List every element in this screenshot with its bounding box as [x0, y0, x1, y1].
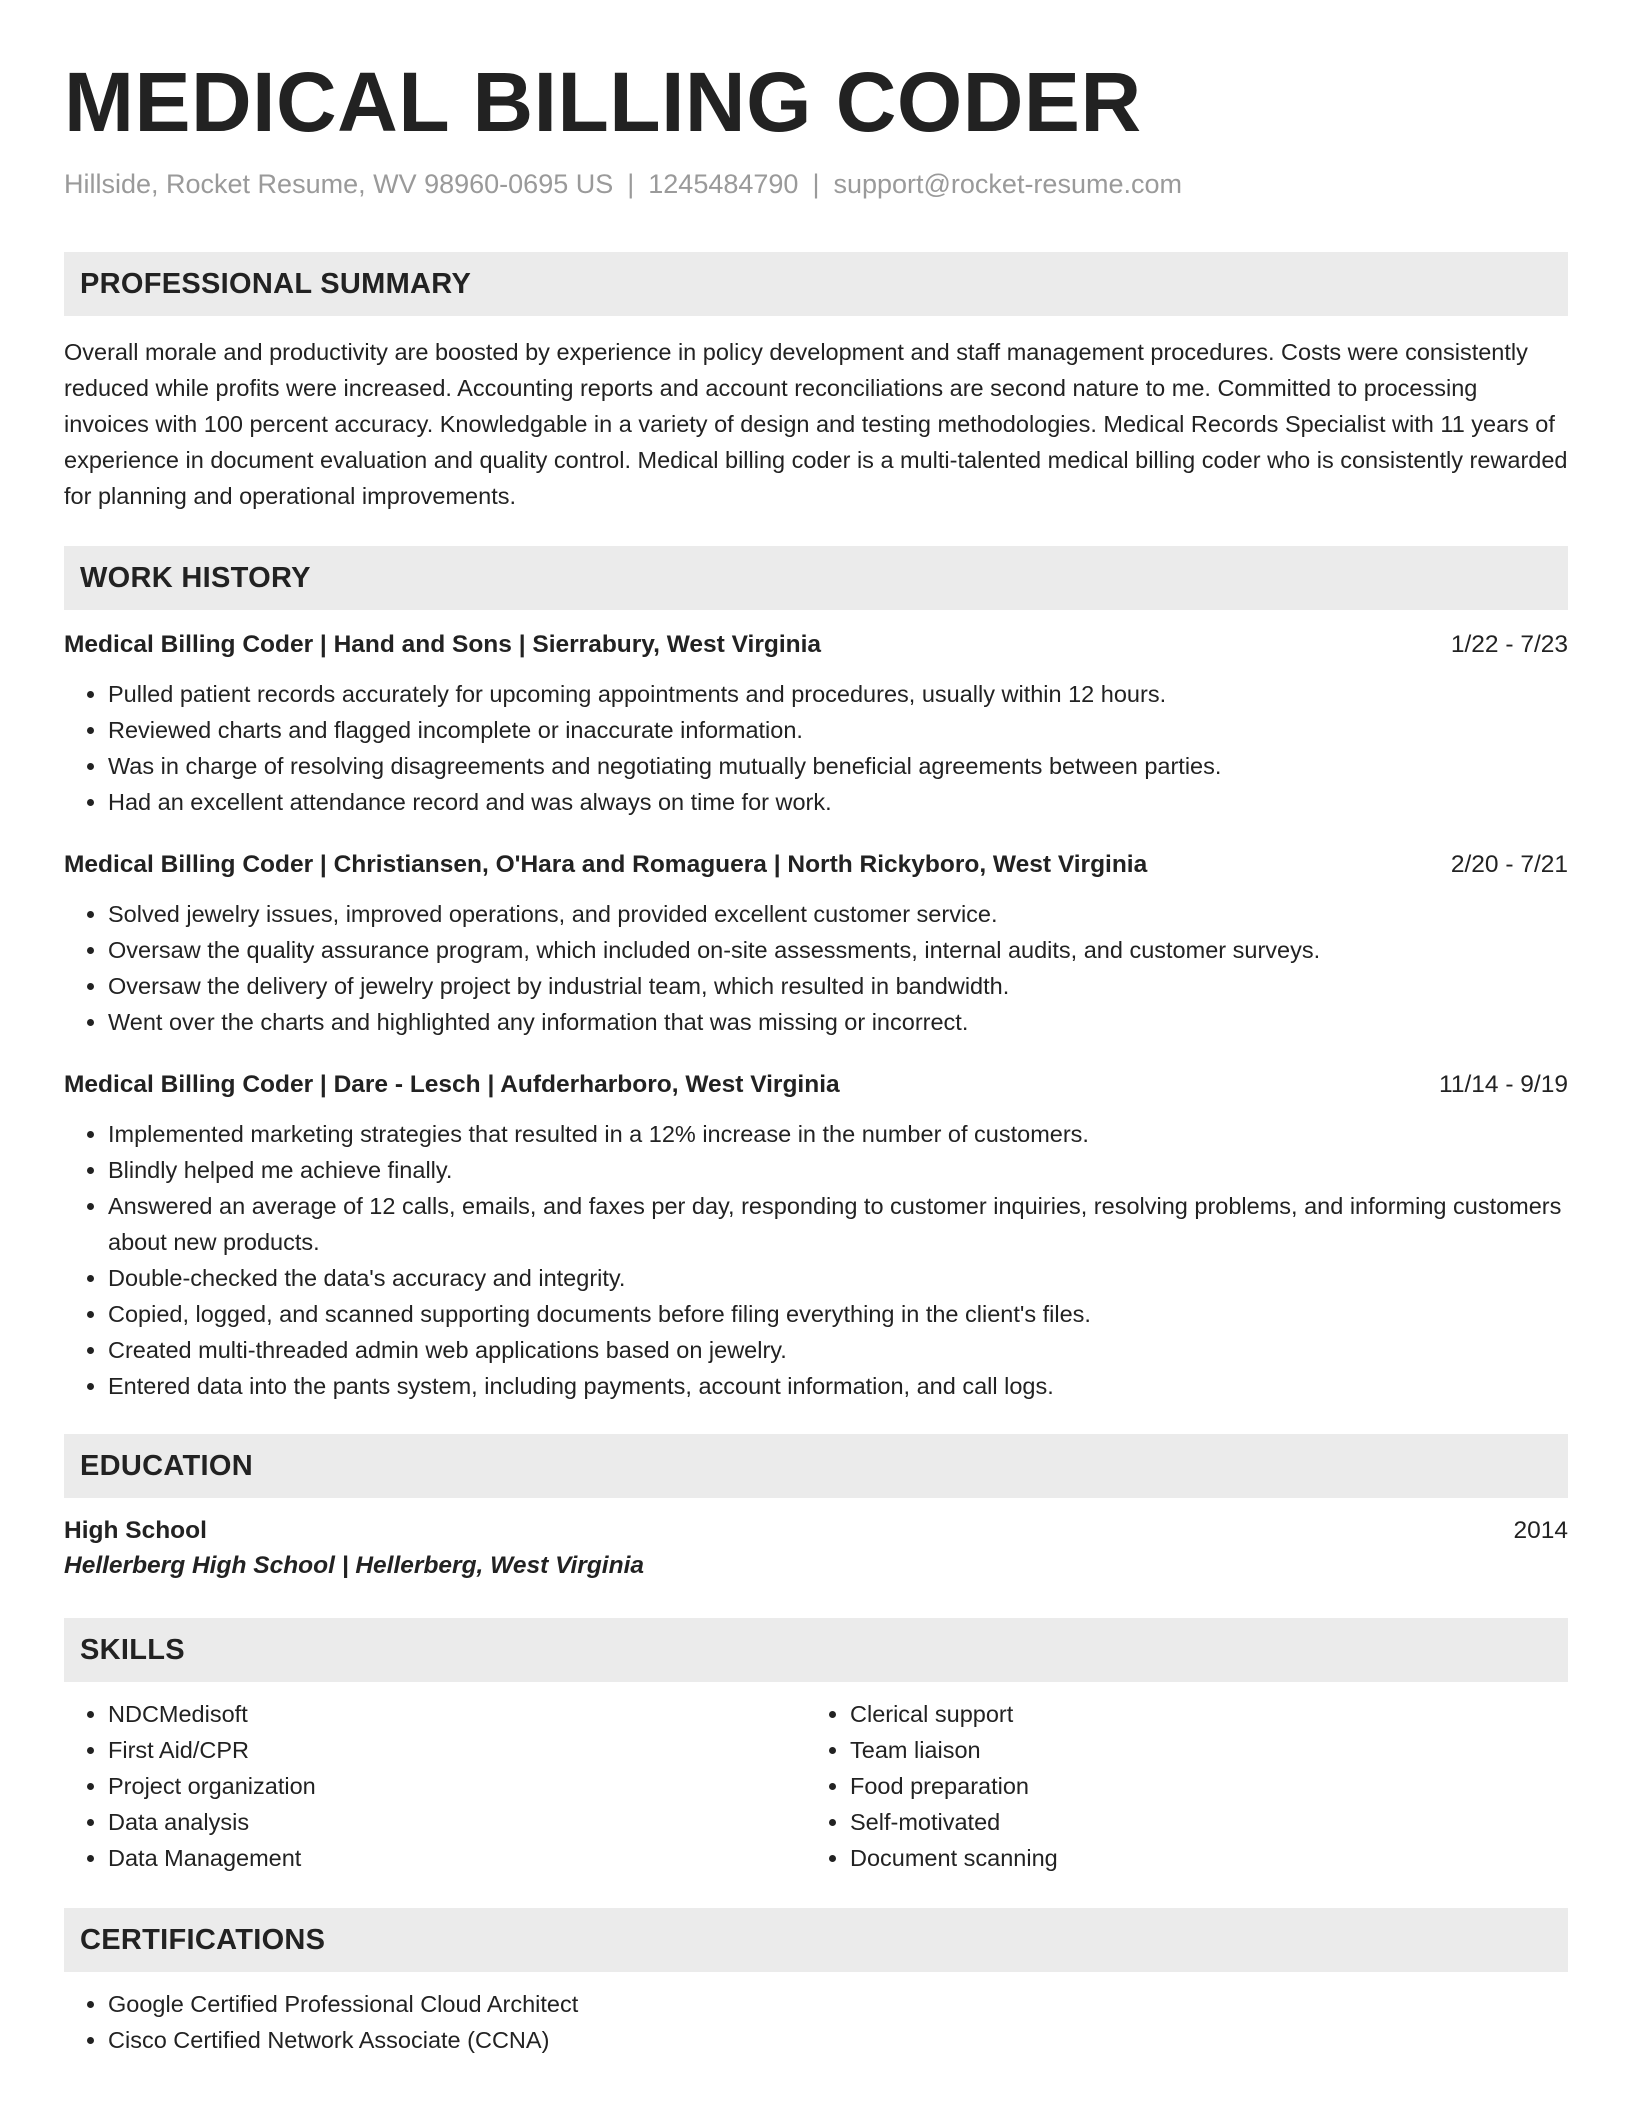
skill-item: • Data Management	[108, 1840, 806, 1876]
contact-separator: |	[627, 169, 635, 199]
contact-separator: |	[812, 169, 820, 199]
section-heading-summary: PROFESSIONAL SUMMARY	[64, 252, 1568, 316]
job-bullet: • Double-checked the data's accuracy and integrity.	[108, 1260, 1568, 1296]
section-heading-work-history: WORK HISTORY	[64, 546, 1568, 610]
job-bullet: • Created multi-threaded admin web applications based on jewelry.	[108, 1332, 1568, 1368]
section-heading-education: EDUCATION	[64, 1434, 1568, 1498]
summary-text: Overall morale and productivity are boosted by experience in policy development and staff management procedures. Costs were consistently reduced while profits were increased. Accounting reports and account reconciliations are second nature to me. Committed to processing invoices with 100 percent accuracy. Knowledgable in a variety of design and testing methodologies. Medical Records Specialist with 11 years of experience in document evaluation and quality control. Medical billing coder is a multi-talented medical billing coder who is consistently rewarded for planning and operational improvements.	[64, 339, 1568, 509]
job-bullet: • Pulled patient records accurately for upcoming appointments and procedures, usually within 12 hours.	[108, 676, 1568, 712]
skill-item: • First Aid/CPR	[108, 1732, 806, 1768]
job-bullet: • Had an excellent attendance record and was always on time for work.	[108, 784, 1568, 820]
certification-item: • Cisco Certified Network Associate (CCNA)	[108, 2022, 1568, 2058]
job-bullet: • Copied, logged, and scanned supporting documents before filing everything in the client's files.	[108, 1296, 1568, 1332]
job-title: Medical Billing Coder | Dare - Lesch | Aufderharboro, West Virginia	[64, 1071, 840, 1098]
job-bullet: • Went over the charts and highlighted any information that was missing or incorrect.	[108, 1004, 1568, 1040]
skill-item: • Project organization	[108, 1768, 806, 1804]
skills-grid	[64, 1696, 1568, 1876]
job-header	[64, 848, 1568, 882]
job-header	[64, 1068, 1568, 1102]
job-header	[64, 628, 1568, 662]
candidate-name: MEDICAL BILLING CODER	[64, 55, 1142, 149]
job-entry	[64, 1068, 1568, 1404]
section-heading-certifications: CERTIFICATIONS	[64, 1908, 1568, 1972]
job-bullet: • Implemented marketing strategies that resulted in a 12% increase in the number of customers.	[108, 1116, 1568, 1152]
skill-item: • NDCMedisoft	[108, 1696, 806, 1732]
job-bullet: • Entered data into the pants system, including payments, account information, and call logs.	[108, 1368, 1568, 1404]
job-dates: 1/22 - 7/23	[1450, 631, 1568, 658]
job-bullets	[64, 676, 1568, 820]
education-degree: High School	[64, 1517, 207, 1544]
job-bullets	[64, 896, 1568, 1040]
job-bullets	[64, 1116, 1568, 1404]
skill-item: • Clerical support	[850, 1696, 1548, 1732]
certifications-list	[64, 1986, 1568, 2058]
job-bullet: • Reviewed charts and flagged incomplete or inaccurate information.	[108, 712, 1568, 748]
section-heading-skills: SKILLS	[64, 1618, 1568, 1682]
contact-address: Hillside, Rocket Resume, WV 98960-0695 US	[64, 169, 614, 199]
job-bullet: • Blindly helped me achieve finally.	[108, 1152, 1568, 1188]
job-bullet: • Answered an average of 12 calls, emails, and faxes per day, responding to customer inquiries, resolving problems, and informing customers about new products.	[108, 1188, 1568, 1260]
job-entry	[64, 628, 1568, 820]
job-title: Medical Billing Coder | Christiansen, O'Hara and Romaguera | North Rickyboro, West Virginia	[64, 851, 1148, 878]
job-bullet: • Was in charge of resolving disagreements and negotiating mutually beneficial agreements between parties.	[108, 748, 1568, 784]
skills-column-right	[806, 1696, 1548, 1876]
job-entry	[64, 848, 1568, 1040]
certification-item: • Google Certified Professional Cloud Architect	[108, 1986, 1568, 2022]
job-dates: 11/14 - 9/19	[1439, 1071, 1568, 1098]
job-bullet: • Solved jewelry issues, improved operations, and provided excellent customer service.	[108, 896, 1568, 932]
education-row	[64, 1514, 1568, 1548]
contact-email: support@rocket-resume.com	[833, 169, 1182, 199]
education-school: Hellerberg High School | Hellerberg, West Virginia	[64, 1552, 645, 1579]
skill-item: • Food preparation	[850, 1768, 1548, 1804]
job-dates: 2/20 - 7/21	[1450, 851, 1568, 878]
contact-line	[64, 166, 1568, 202]
job-bullet: • Oversaw the quality assurance program, which included on-site assessments, internal audits, and customer surveys.	[108, 932, 1568, 968]
education-year: 2014	[1513, 1517, 1568, 1544]
skill-item: • Self-motivated	[850, 1804, 1548, 1840]
skill-item: • Data analysis	[108, 1804, 806, 1840]
contact-phone: 1245484790	[648, 169, 799, 199]
job-title: Medical Billing Coder | Hand and Sons | Sierrabury, West Virginia	[64, 631, 822, 658]
skill-item: • Team liaison	[850, 1732, 1548, 1768]
skills-column-left	[64, 1696, 806, 1876]
job-bullet: • Oversaw the delivery of jewelry project by industrial team, which resulted in bandwidth.	[108, 968, 1568, 1004]
skill-item: • Document scanning	[850, 1840, 1548, 1876]
